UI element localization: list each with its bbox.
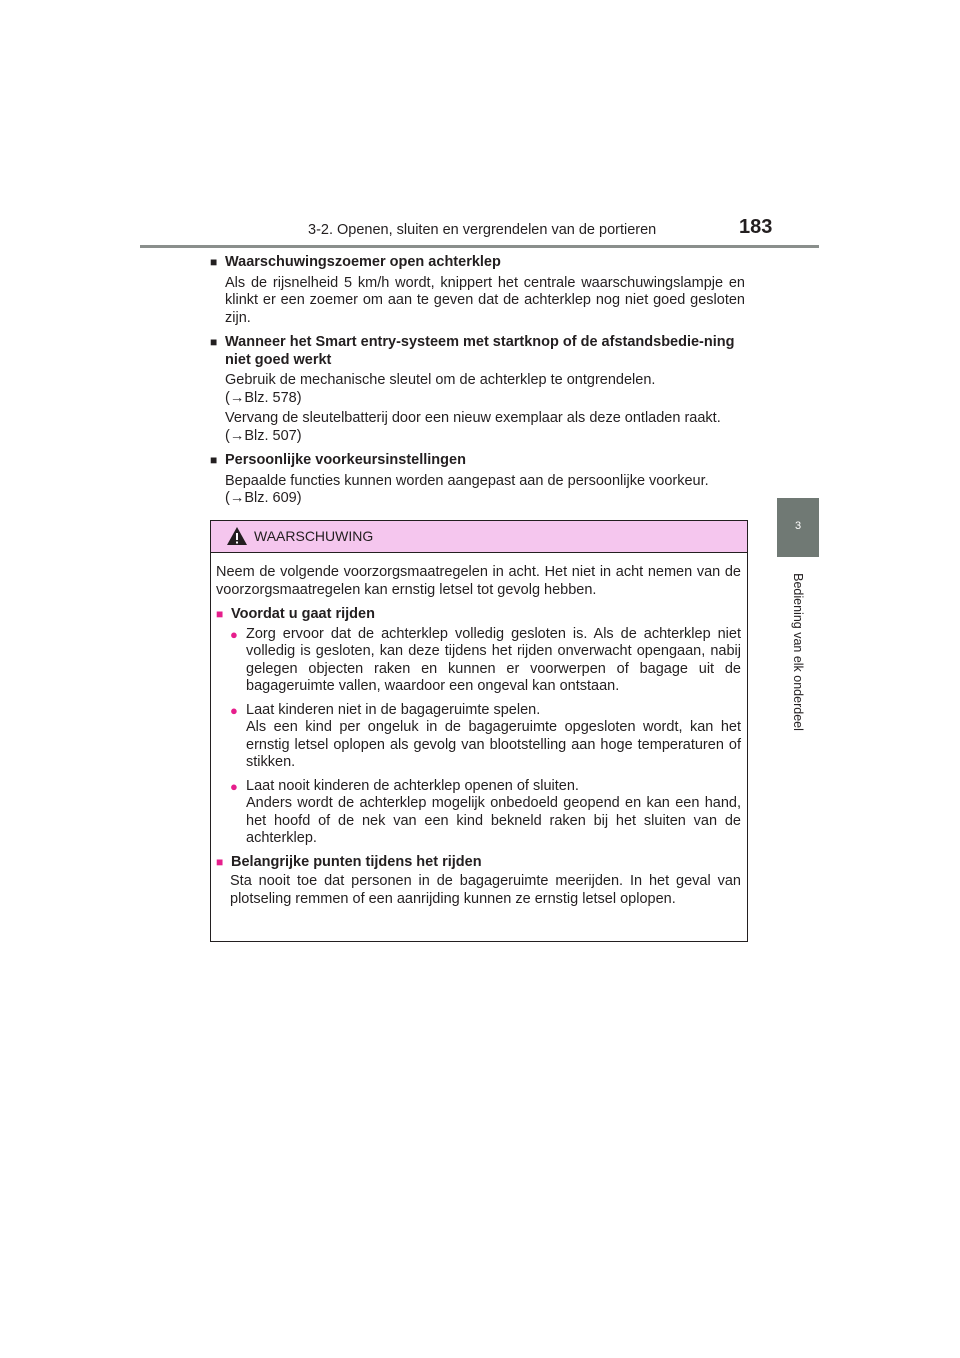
warning-bullet	[230, 702, 741, 772]
paragraph-text: Vervang de sleutelbatterij door een nieuw exemplaar als deze ontladen raakt.	[225, 410, 721, 426]
warning-bullet	[230, 626, 741, 696]
bullet-lead: Laat nooit kinderen de achterklep openen of sluiten.	[246, 777, 579, 794]
square-bullet-icon: ■	[210, 335, 218, 349]
paragraph	[225, 410, 745, 445]
section-heading	[210, 254, 745, 272]
warning-box	[210, 520, 748, 942]
warning-bullet	[230, 778, 741, 848]
page-reference-link[interactable]: (→Blz. 578)	[225, 389, 302, 406]
warning-header	[211, 521, 747, 553]
header-divider	[140, 245, 819, 248]
warning-subheading	[216, 606, 741, 624]
paragraph: Als de rijsnelheid 5 km/h wordt, knippert het centrale waarschuwingslampje en klinkt er een zoemer om aan te geven dat de achterklep nog niet goed gesloten zijn.	[225, 274, 745, 326]
section-heading	[210, 334, 745, 369]
bullet-text	[246, 778, 741, 848]
bullet-dot-icon: ●	[230, 778, 238, 794]
bullet-text	[246, 702, 741, 772]
section-heading-text: Waarschuwingszoemer open achterklep	[225, 254, 501, 270]
paragraph	[225, 372, 745, 407]
bullet-dot-icon: ●	[230, 626, 238, 642]
paragraph-text: Bepaalde functies kunnen worden aangepast aan de persoonlijke voorkeur.	[225, 472, 709, 489]
bullet-detail: Anders wordt de achterklep mogelijk onbedoeld geopend en kan een hand, het hoofd of de nek van een kind bekneld raken bij het sluiten van de achterklep.	[246, 795, 741, 846]
section-personal-settings	[210, 452, 745, 508]
warning-subheading-text: Voordat u gaat rijden	[231, 606, 375, 622]
warning-triangle-icon	[226, 526, 248, 546]
chapter-label: Bediening van elk onderdeel	[791, 573, 805, 731]
section-heading	[210, 452, 745, 470]
square-bullet-icon: ■	[210, 255, 218, 269]
section-heading-text: Wanneer het Smart entry-systeem met startknop of de afstandsbedie-ning niet goed werkt	[225, 334, 735, 368]
paragraph	[225, 473, 745, 508]
bullet-lead: Laat kinderen niet in de bagageruimte spelen.	[246, 701, 541, 718]
warning-body	[211, 553, 747, 908]
square-bullet-icon: ■	[210, 453, 218, 467]
square-bullet-icon: ■	[216, 607, 224, 621]
bullet-text: Zorg ervoor dat de achterklep volledig gesloten is. Als de achterklep niet volledig is gesloten, kan deze tijdens het rijden onverwacht opengaan, nabij gelegen objecten raken en kunnen er voorwerpen of bagage uit de bagageruimte vallen, waardoor een ongeval kan ontstaan.	[246, 625, 741, 694]
warning-subheading-text: Belangrijke punten tijdens het rijden	[231, 853, 482, 870]
square-bullet-icon: ■	[216, 854, 224, 869]
page-reference-link[interactable]: (→Blz. 507)	[225, 427, 302, 444]
section-tailgate-buzzer	[210, 254, 745, 327]
section-smart-entry	[210, 334, 745, 445]
chapter-number: 3	[794, 520, 802, 532]
page-number: 183	[739, 216, 773, 238]
chapter-tab[interactable]	[777, 498, 819, 557]
warning-text: Sta nooit toe dat personen in de bagageruimte meerijden. In het geval van plotseling remmen of een aanrijding kunnen ze ernstig letsel oplopen.	[230, 873, 741, 907]
warning-subheading	[216, 854, 741, 872]
section-title: 3-2. Openen, sluiten en vergrendelen van de portieren	[308, 222, 657, 238]
bullet-dot-icon: ●	[230, 702, 238, 718]
section-heading-text: Persoonlijke voorkeursinstellingen	[225, 452, 466, 468]
main-content	[210, 254, 745, 515]
warning-intro: Neem de volgende voorzorgsmaatregelen in acht. Het niet in acht nemen van de voorzorgsmaatregelen kan ernstig letsel tot gevolg hebben.	[216, 564, 741, 598]
page-reference-link[interactable]: (→Blz. 609)	[225, 490, 302, 506]
warning-title: WAARSCHUWING	[254, 528, 374, 544]
paragraph-text: Gebruik de mechanische sleutel om de achterklep te ontgrendelen.	[225, 372, 656, 388]
bullet-detail: Als een kind per ongeluk in de bagageruimte opgesloten wordt, kan het ernstig letsel oplopen als gevolg van blootstelling aan hoge temperaturen of stikken.	[246, 719, 741, 770]
